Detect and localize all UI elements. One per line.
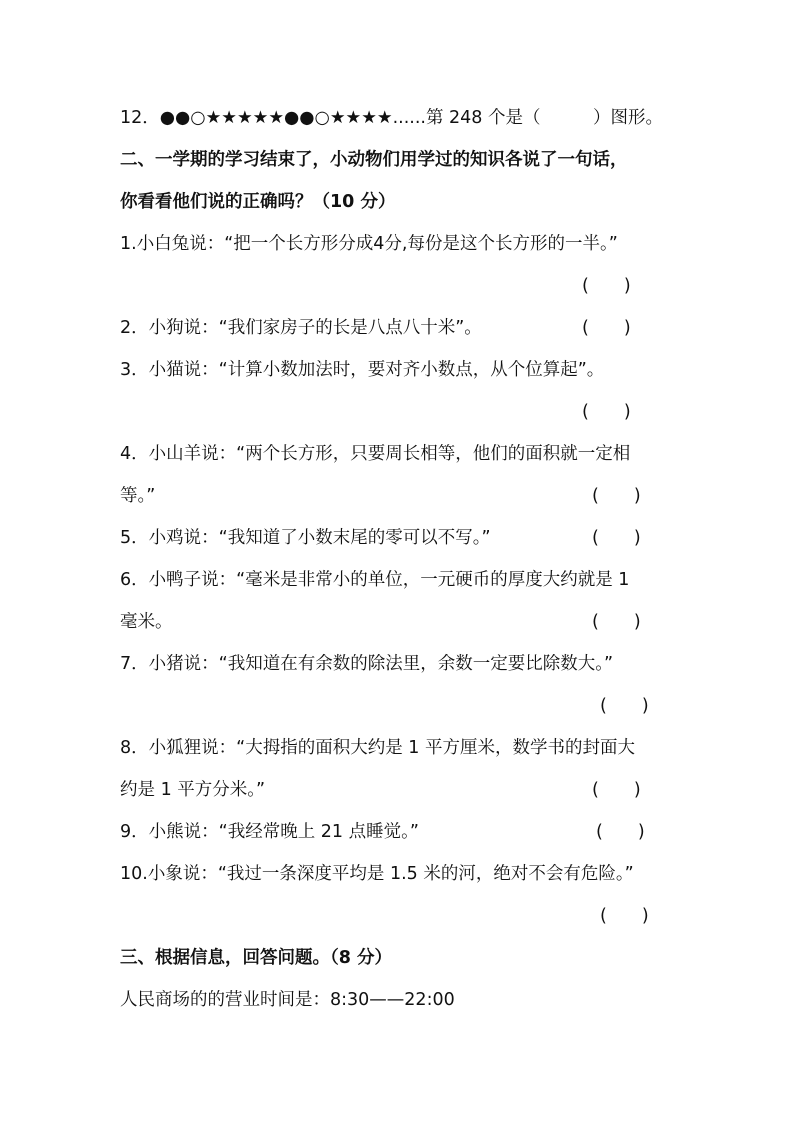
item-6-statement: 6．小鸭子说：“毫米是非常小的单位，一元硬币的厚度大约就是 1 — [120, 570, 630, 590]
question-12: 12．●●○★★★★★●●○★★★★......第 248 个是（ ）图形。 — [120, 108, 663, 128]
item-9-answer-paren: ( ) — [596, 822, 645, 842]
item-4-statement: 4．小山羊说：“两个长方形，只要周长相等，他们的面积就一定相 — [120, 444, 631, 464]
item-3-statement: 3．小猫说：“计算小数加法时，要对齐小数点，从个位算起”。 — [120, 360, 605, 380]
item-8-statement: 8．小狐狸说：“大拇指的面积大约是 1 平方厘米，数学书的封面大 — [120, 738, 635, 758]
item-4-answer-paren: ( ) — [592, 486, 641, 506]
section-2-title-line-1: 二、一学期的学习结束了，小动物们用学过的知识各说了一句话， — [120, 150, 628, 170]
item-1-statement: 1.小白兔说：“把一个长方形分成4分,每份是这个长方形的一半。” — [120, 234, 618, 254]
item-2-statement: 2．小狗说：“我们家房子的长是八点八十米”。 — [120, 318, 482, 338]
item-3-answer-paren: ( ) — [582, 402, 631, 422]
section-2-title-line-2: 你看看他们说的正确吗？（10 分） — [120, 192, 396, 212]
item-5-answer-paren: ( ) — [592, 528, 641, 548]
item-2-answer-paren: ( ) — [582, 318, 631, 338]
item-8-statement-continued: 约是 1 平方分米。” — [120, 780, 266, 800]
section-3-title: 三、根据信息，回答问题。（8 分） — [120, 948, 393, 968]
item-6-answer-paren: ( ) — [592, 612, 641, 632]
item-6-statement-continued: 毫米。 — [120, 612, 173, 632]
item-4-statement-continued: 等。” — [120, 486, 156, 506]
item-9-statement: 9．小熊说：“我经常晚上 21 点睡觉。” — [120, 822, 419, 842]
item-8-answer-paren: ( ) — [592, 780, 641, 800]
item-1-answer-paren: ( ) — [582, 276, 631, 296]
item-10-statement: 10.小象说：“我过一条深度平均是 1.5 米的河，绝对不会有危险。” — [120, 864, 634, 884]
item-5-statement: 5．小鸡说：“我知道了小数末尾的零可以不写。” — [120, 528, 491, 548]
item-10-answer-paren: ( ) — [600, 906, 649, 926]
item-7-answer-paren: ( ) — [600, 696, 649, 716]
section-3-info: 人民商场的的营业时间是：8:30——22:00 — [120, 990, 455, 1010]
item-7-statement: 7．小猪说：“我知道在有余数的除法里，余数一定要比除数大。” — [120, 654, 614, 674]
